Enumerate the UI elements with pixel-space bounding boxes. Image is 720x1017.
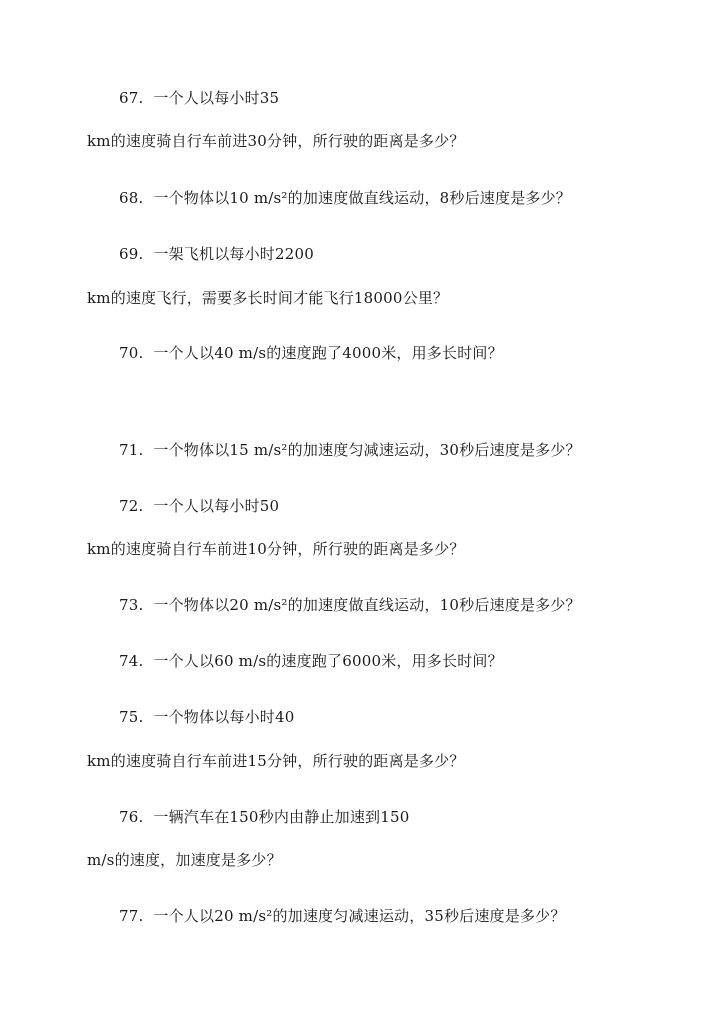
question-76 bbox=[119, 807, 409, 827]
question-number: 68. bbox=[119, 189, 144, 207]
question-67-continuation: km的速度骑自行车前进30分钟，所行驶的距离是多少？ bbox=[87, 132, 465, 150]
question-number: 77. bbox=[119, 907, 144, 925]
question-number: 69. bbox=[119, 245, 144, 263]
question-number: 73. bbox=[119, 596, 144, 614]
question-text: 一个人以40 m/s的速度跑了4000米，用多长时间？ bbox=[153, 344, 503, 362]
question-72-continuation: km的速度骑自行车前进10分钟，所行驶的距离是多少？ bbox=[87, 540, 465, 558]
question-number: 67. bbox=[119, 89, 144, 107]
question-70 bbox=[119, 343, 503, 363]
question-76-continuation: m/s的速度，加速度是多少？ bbox=[87, 851, 282, 869]
question-text: 一个物体以20 m/s²的加速度做直线运动，10秒后速度是多少？ bbox=[153, 596, 581, 614]
question-71 bbox=[119, 440, 581, 460]
question-75-continuation: km的速度骑自行车前进15分钟，所行驶的距离是多少？ bbox=[87, 752, 465, 770]
question-text: 一架飞机以每小时2200 bbox=[153, 245, 314, 263]
question-68 bbox=[119, 188, 571, 208]
question-69-continuation: km的速度飞行，需要多长时间才能飞行18000公里？ bbox=[87, 289, 449, 307]
question-67 bbox=[119, 88, 279, 108]
question-text: 一个人以20 m/s²的加速度匀减速运动，35秒后速度是多少？ bbox=[153, 907, 566, 925]
question-number: 76. bbox=[119, 808, 144, 826]
question-74 bbox=[119, 651, 503, 671]
question-72 bbox=[119, 496, 279, 516]
question-number: 71. bbox=[119, 441, 144, 459]
question-text: 一辆汽车在150秒内由静止加速到150 bbox=[153, 808, 410, 826]
question-number: 74. bbox=[119, 652, 144, 670]
question-number: 72. bbox=[119, 497, 144, 515]
question-69 bbox=[119, 244, 314, 264]
question-number: 75. bbox=[119, 708, 144, 726]
question-text: 一个人以每小时35 bbox=[153, 89, 280, 107]
question-73 bbox=[119, 595, 581, 615]
question-75 bbox=[119, 707, 295, 727]
question-text: 一个人以每小时50 bbox=[153, 497, 280, 515]
question-text: 一个物体以10 m/s²的加速度做直线运动，8秒后速度是多少？ bbox=[153, 189, 571, 207]
question-text: 一个物体以15 m/s²的加速度匀减速运动，30秒后速度是多少？ bbox=[153, 441, 581, 459]
question-text: 一个物体以每小时40 bbox=[153, 708, 295, 726]
question-77 bbox=[119, 906, 566, 926]
question-number: 70. bbox=[119, 344, 144, 362]
question-text: 一个人以60 m/s的速度跑了6000米，用多长时间？ bbox=[153, 652, 503, 670]
